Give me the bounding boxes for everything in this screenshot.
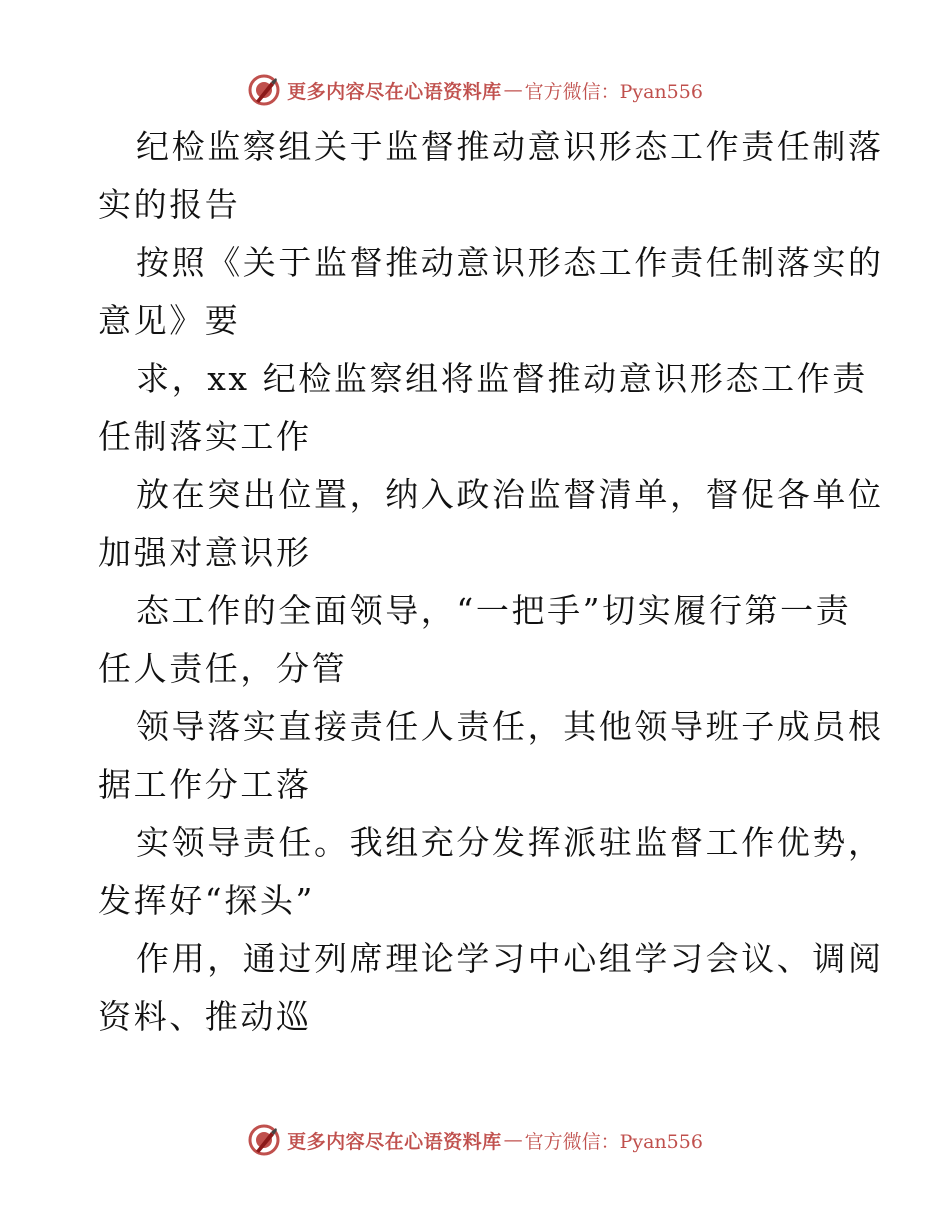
- text-line-15: 作用，通过列席理论学习中心组学习会议、调阅: [136, 939, 884, 978]
- text-line-4: 意见》要: [98, 301, 241, 340]
- watermark-separator: —: [503, 1129, 523, 1151]
- text-line-6: 任制落实工作: [98, 417, 312, 456]
- text-line-8: 加强对意识形: [98, 533, 312, 572]
- text-line-13: 实领导责任。我组充分发挥派驻监督工作优势，: [136, 823, 884, 862]
- watermark-contact-text: 官方微信：Pyan556: [524, 80, 703, 103]
- footer-watermark: [0, 1120, 950, 1160]
- text-line-11: 领导落实直接责任人责任，其他领导班子成员根: [136, 707, 884, 746]
- header-watermark: [0, 70, 950, 110]
- text-line-16: 资料、推动巡: [98, 997, 312, 1036]
- text-line-14: 发挥好“探头”: [98, 881, 315, 920]
- watermark-site-text: 更多内容尽在心语资料库: [287, 80, 502, 103]
- watermark-contact-text: 官方微信：Pyan556: [524, 1130, 703, 1153]
- document-body: [98, 118, 884, 1046]
- text-line-1: 纪检监察组关于监督推动意识形态工作责任制落: [136, 127, 884, 166]
- text-line-2: 实的报告: [98, 185, 241, 224]
- watermark-site-text: 更多内容尽在心语资料库: [287, 1130, 502, 1153]
- text-line-9: 态工作的全面领导，“一把手”切实履行第一责: [136, 591, 852, 630]
- pen-logo-icon: [247, 1123, 281, 1157]
- text-line-7: 放在突出位置，纳入政治监督清单，督促各单位: [136, 475, 884, 514]
- text-line-12: 据工作分工落: [98, 765, 312, 804]
- text-line-5: 求，xx 纪检监察组将监督推动意识形态工作责: [136, 359, 868, 398]
- watermark-separator: —: [503, 79, 523, 101]
- pen-logo-icon: [247, 73, 281, 107]
- text-line-10: 任人责任，分管: [98, 649, 348, 688]
- text-line-3: 按照《关于监督推动意识形态工作责任制落实的: [136, 243, 884, 282]
